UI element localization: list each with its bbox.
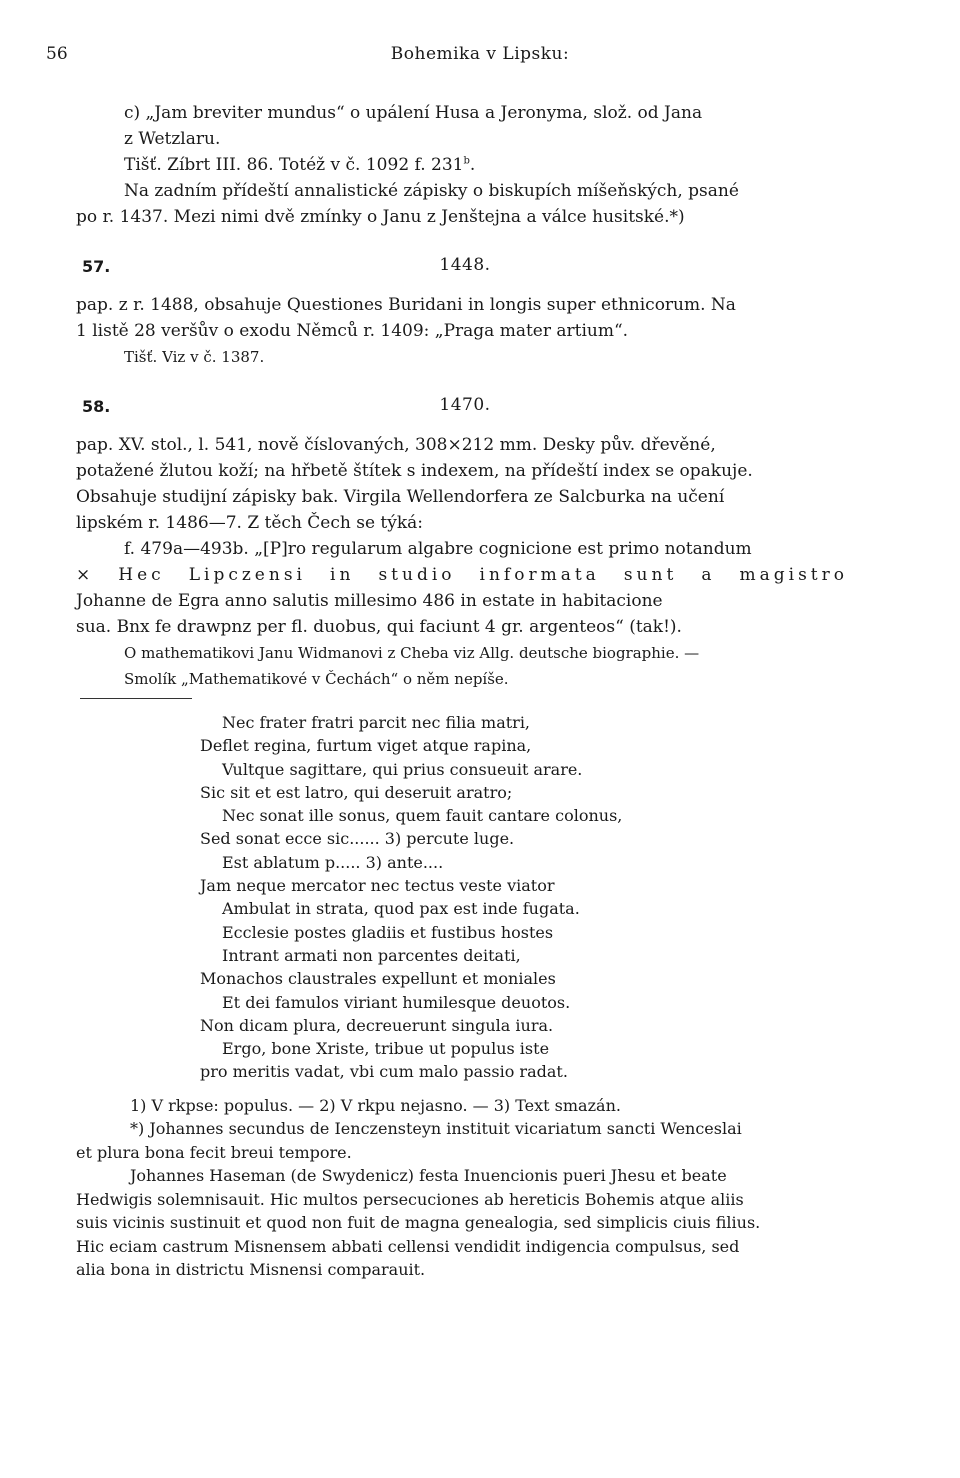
intro-line: [76, 152, 848, 178]
footnote-line: et plura bona fecit breui tempore.: [76, 1142, 352, 1162]
entry-line: sua. Bnx fe drawpnz per fl. duobus, qui faciunt 4 gr. argenteos“ (tak!).: [76, 617, 682, 637]
intro-line: z Wetzlaru.: [124, 129, 221, 149]
footnote-line: alia bona in districtu Misnensi comparauit.: [76, 1260, 426, 1280]
poem-line: Sed sonat ecce sic...... 3) percute luge.: [200, 829, 515, 849]
poem-line: Vultque sagittare, qui prius consueuit arare.: [222, 759, 583, 779]
page-body: [76, 100, 848, 1282]
folio-superscript: b: [463, 155, 470, 167]
section-divider: [80, 698, 192, 699]
footnote-line: suis vicinis sustinuit et quod non fuit de magna genealogia, sed simplicis ciuis filius.: [76, 1213, 761, 1233]
running-title: Bohemika v Lipsku:: [390, 44, 570, 64]
page-number: 56: [46, 44, 68, 64]
intro-line: c) „Jam breviter mundus“ o upálení Husa a Jeronyma, slož. od Jana: [124, 103, 703, 123]
footnote-line: Hedwigis solemnisauit. Hic multos persecuciones ab hereticis Bohemis atque aliis: [76, 1189, 744, 1209]
intro-section: [76, 100, 848, 230]
poem-line: Intrant armati non parcentes deitati,: [222, 945, 521, 965]
entry-line: Tišť. Viz v č. 1387.: [124, 348, 265, 366]
entry-line: f. 479a—493b. „[P]ro regularum algabre cognicione est primo notandum: [124, 539, 752, 559]
intro-line-text: Tišť. Zíbrt III. 86. Totéž v č. 1092 f. 231: [124, 155, 464, 175]
page-header: [46, 44, 914, 68]
footnotes: [76, 1094, 848, 1282]
entry-line: lipském r. 1486—7. Z těch Čech se týká:: [76, 513, 424, 533]
entry-year: 1470.: [439, 395, 491, 415]
entry-line: 1 listě 28 veršův o exodu Němců r. 1409: „Praga mater artium“.: [76, 321, 629, 341]
poem-line: Est ablatum p..... 3) ante....: [222, 852, 444, 872]
entry-line: Johanne de Egra anno salutis millesimo 486 in estate in habitacione: [76, 591, 663, 611]
entry-line: pap. XV. stol., l. 541, nově číslovaných, 308×212 mm. Desky pův. dřevěné,: [76, 435, 716, 455]
poem-line: pro meritis vadat, vbi cum malo passio radat.: [200, 1062, 568, 1082]
intro-line: po r. 1437. Mezi nimi dvě zmínky o Janu z Jenštejna a válce husitské.*): [76, 207, 685, 227]
entry-note: O mathematikovi Janu Widmanovi z Cheba viz Allg. deutsche biographie. —: [124, 644, 700, 662]
intro-line-end: .: [469, 155, 476, 175]
poem-line: Nec frater fratri parcit nec filia matri,: [222, 713, 531, 732]
poem-line: Sic sit et est latro, qui deseruit aratro;: [200, 782, 513, 802]
poem-line: Jam neque mercator nec tectus veste viator: [200, 876, 555, 896]
poem-line: Ecclesie postes gladiis et fustibus hostes: [222, 922, 554, 942]
entry-line: potažené žlutou koží; na hřbetě štítek s indexem, na přídeští index se opakuje.: [76, 461, 753, 481]
poem-line: Ergo, bone Xriste, tribue ut populus iste: [222, 1039, 550, 1059]
poem-line: Deflet regina, furtum viget atque rapina,: [200, 736, 532, 756]
footnote-line: 1) V rkpse: populus. — 2) V rkpu nejasno. — 3) Text smazán.: [130, 1095, 621, 1115]
poem-line: Et dei famulos viriant humilesque deuotos.: [222, 992, 571, 1012]
entry-number: 57.: [82, 257, 111, 276]
footnote-line: Johannes Haseman (de Swydenicz) festa Inuencionis pueri Jhesu et beate: [130, 1166, 727, 1186]
entry-57: [76, 252, 848, 370]
entry-58: [76, 392, 848, 692]
entry-line: Obsahuje studijní zápisky bak. Virgila Wellendorfera ze Salcburka na učení: [76, 487, 725, 507]
intro-line: Na zadním přídeští annalistické zápisky o biskupích míšeňských, psané: [124, 181, 739, 201]
poem-line: Non dicam plura, decreuerunt singula iura.: [200, 1015, 554, 1035]
poem: [76, 711, 848, 1084]
poem-line: Nec sonat ille sonus, quem fauit cantare colonus,: [222, 806, 623, 826]
footnote-line: *) Johannes secundus de Ienczensteyn instituit vicariatum sancti Wenceslai: [130, 1119, 742, 1139]
entry-year: 1448.: [439, 255, 491, 275]
entry-note: Smolík „Mathematikové v Čechách“ o něm nepíše.: [124, 670, 509, 688]
entry-heading: [82, 392, 848, 422]
entry-heading: [82, 252, 848, 282]
entry-line: pap. z r. 1488, obsahuje Questiones Buridani in longis super ethnicorum. Na: [76, 295, 736, 315]
footnote-line: Hic eciam castrum Misnensem abbati cellensi vendidit indigencia compulsus, sed: [76, 1236, 740, 1256]
poem-line: Ambulat in strata, quod pax est inde fugata.: [222, 899, 580, 919]
entry-number: 58.: [82, 397, 111, 416]
entry-line-spaced: × Hec Lipczensi in studio informata sunt a magistro: [76, 565, 848, 585]
poem-line: Monachos claustrales expellunt et moniales: [200, 969, 556, 989]
